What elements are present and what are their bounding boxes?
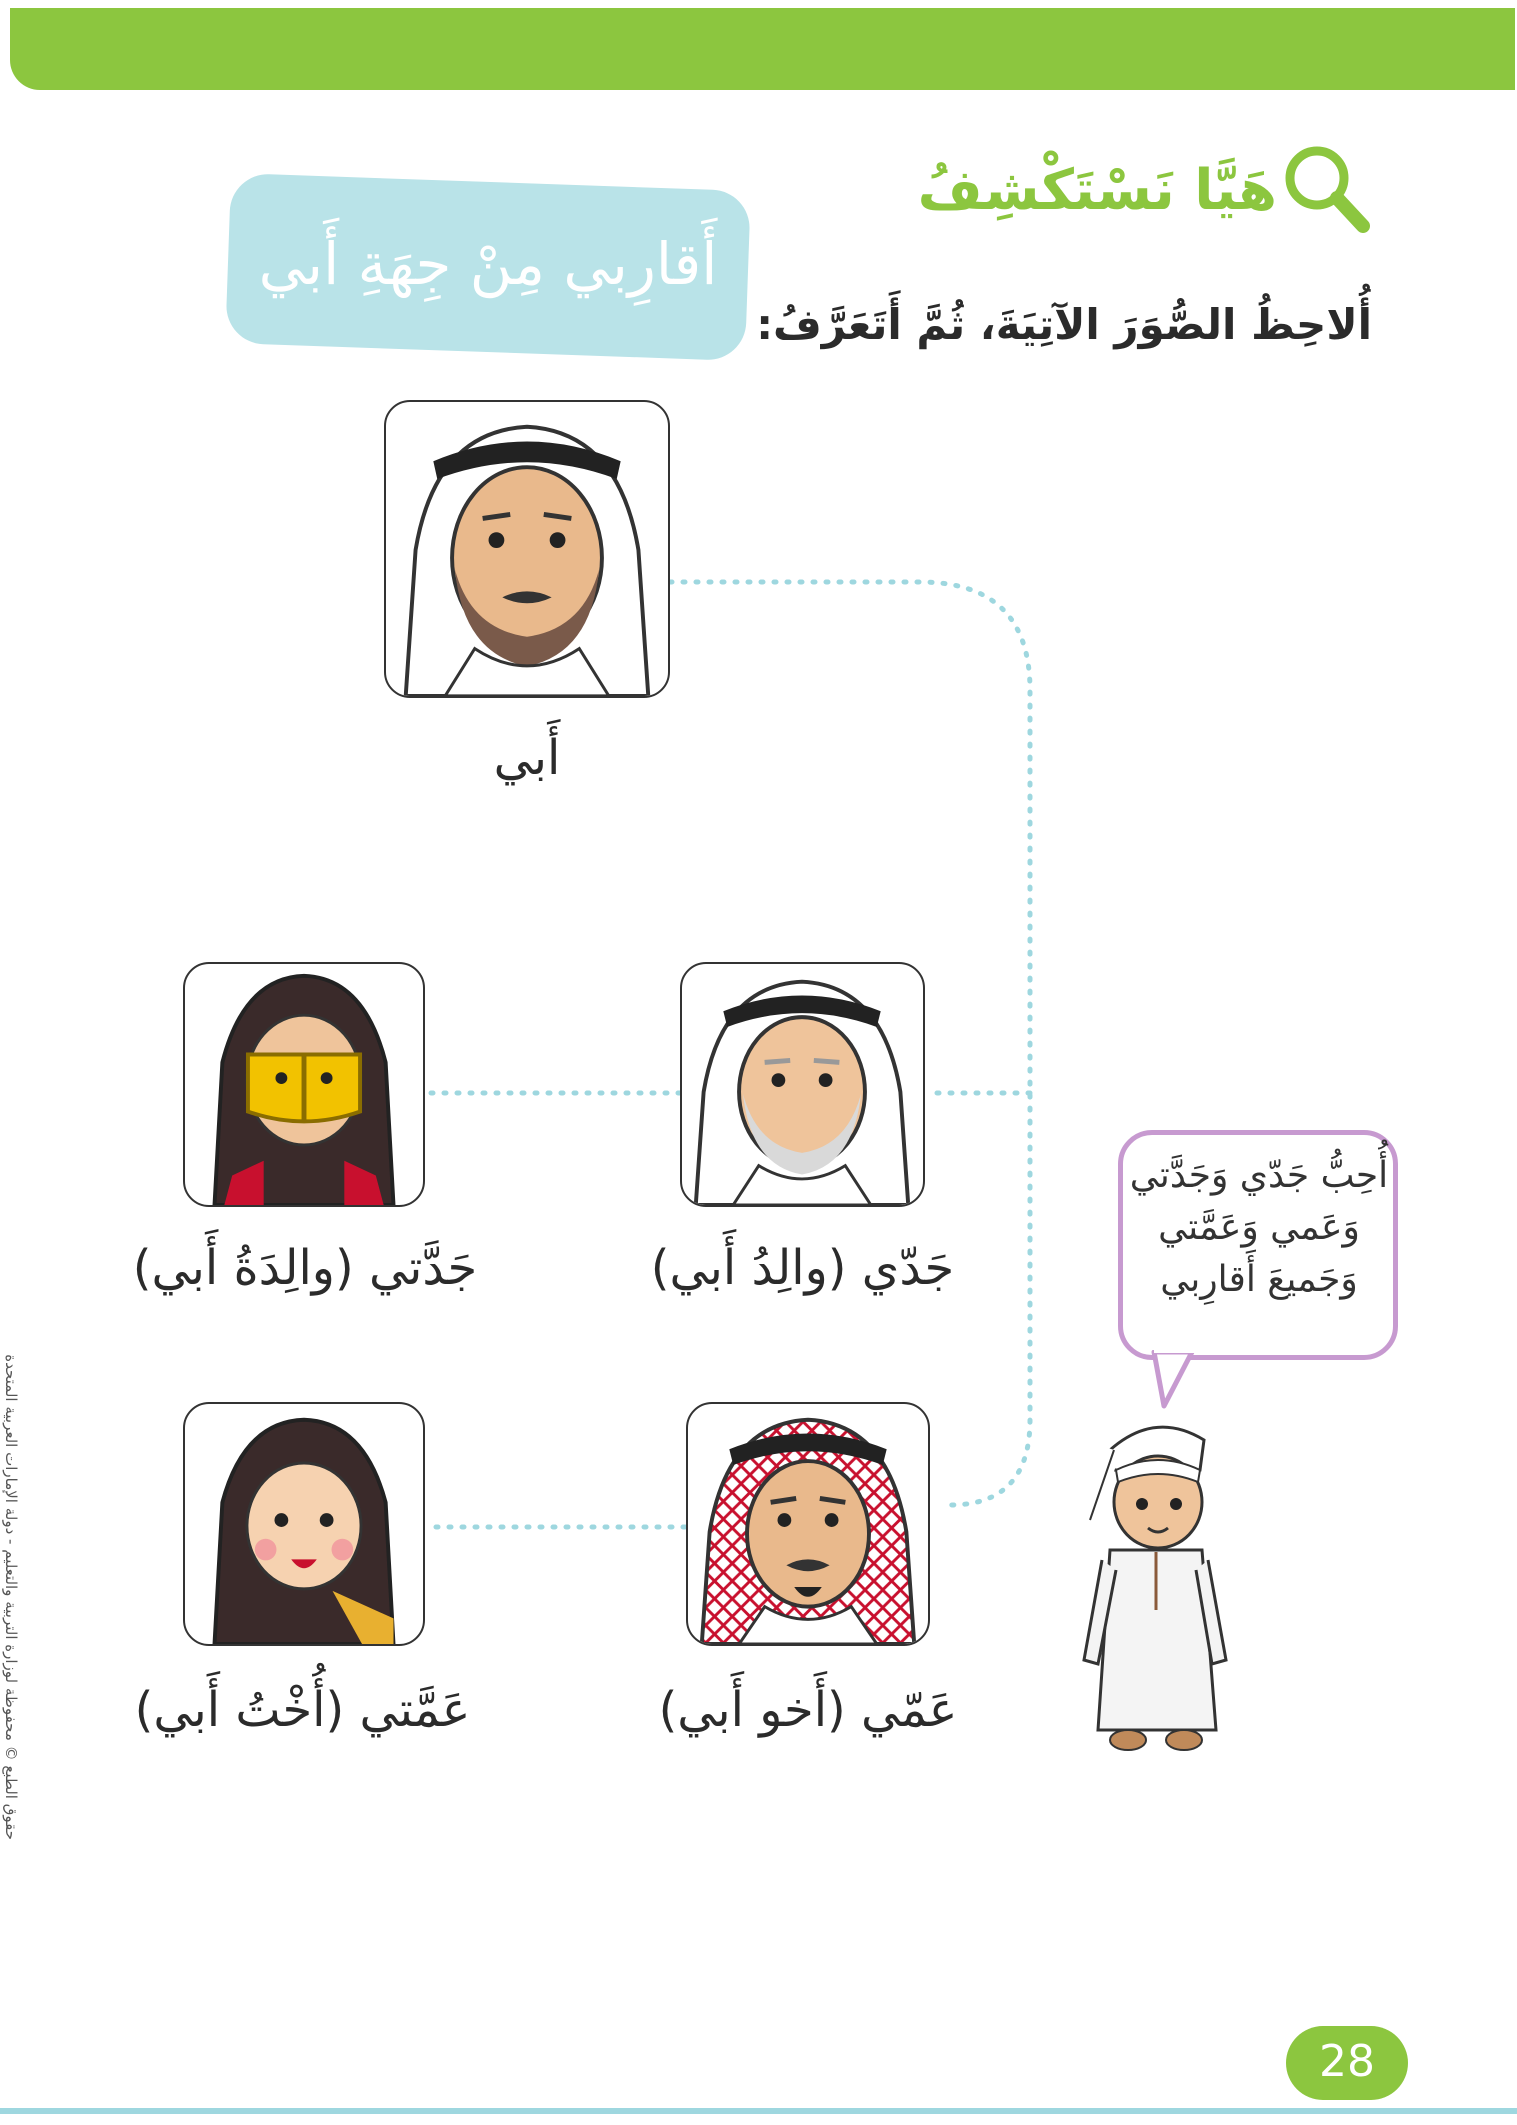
caption-grandmother: جَدَّتي (والِدَةُ أَبي)	[132, 1240, 478, 1296]
speech-line: وَعَمي وَعَمَّتي	[1158, 1207, 1360, 1248]
speech-bubble-tail	[1150, 1350, 1200, 1410]
portrait-father	[384, 400, 670, 698]
grandfather-illustration	[682, 964, 923, 1205]
caption-aunt: عَمَّتي (أُخْتُ أَبي)	[134, 1682, 471, 1738]
grandmother-illustration	[185, 964, 423, 1205]
portrait-grandfather	[680, 962, 925, 1207]
speech-line: وَجَميعَ أَقارِبي	[1160, 1259, 1358, 1300]
portrait-aunt	[183, 1402, 425, 1646]
uncle-illustration	[688, 1404, 928, 1644]
boy-illustration	[1080, 1410, 1230, 1770]
caption-father: أَبي	[493, 730, 561, 786]
speech-bubble-text	[1124, 1150, 1394, 1306]
copyright-credit: حقوق الطبع © محفوظة لوزارة التربية والتعليم - دولة الإمارات العربية المتحدة	[2, 1354, 20, 1840]
portrait-grandmother	[183, 962, 425, 1207]
page-number: 28	[1319, 2036, 1375, 2087]
aunt-illustration	[185, 1404, 423, 1644]
speech-line: أُحِبُّ جَدّي وَجَدَّتي	[1129, 1155, 1389, 1196]
portrait-uncle	[686, 1402, 930, 1646]
caption-uncle: عَمّي (أَخو أَبي)	[658, 1682, 958, 1738]
father-illustration	[386, 402, 668, 696]
section-tag: أَقارِبي مِنْ جِهَةِ أَبي	[258, 230, 718, 298]
page-title: هَيَّا نَسْتَكْشِفُ	[917, 158, 1277, 223]
bottom-divider	[0, 2108, 1517, 2114]
caption-grandfather: جَدّي (والِدُ أَبي)	[650, 1240, 955, 1296]
instruction-text: أُلاحِظُ الصُّوَرَ الآتِيَةَ، ثُمَّ أَتَعَرَّفُ:	[756, 300, 1372, 349]
